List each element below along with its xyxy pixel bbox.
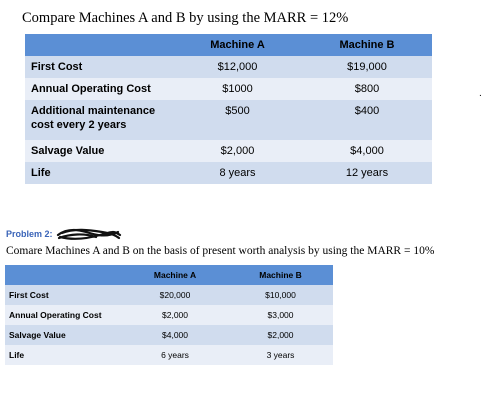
redaction-scribble	[56, 226, 122, 242]
machine-a-value: 8 years	[173, 162, 302, 184]
machine-a-value: $4,000	[122, 325, 228, 345]
table-row	[5, 325, 333, 345]
machine-a-value: $500	[173, 100, 302, 140]
header-empty-cell	[25, 34, 173, 56]
table-row	[25, 140, 432, 162]
machine-b-value: 3 years	[228, 345, 333, 365]
table-header-row	[5, 265, 333, 285]
table-row	[5, 305, 333, 325]
machine-b-value: $10,000	[228, 285, 333, 305]
problem-2-label: Problem 2:	[6, 229, 53, 239]
stray-dot: .	[479, 88, 482, 99]
header-machine-b: Machine B	[302, 34, 432, 56]
header-machine-a: Machine A	[122, 265, 228, 285]
row-label: Additional maintenance cost every 2 years	[25, 100, 173, 140]
row-label: Life	[25, 162, 173, 184]
row-label: Life	[5, 345, 122, 365]
machine-a-value: 6 years	[122, 345, 228, 365]
row-label: Salvage Value	[25, 140, 173, 162]
row-label: First Cost	[25, 56, 173, 78]
machine-a-value: $20,000	[122, 285, 228, 305]
machine-b-value: $400	[302, 100, 432, 140]
table-row	[5, 285, 333, 305]
machine-b-value: $2,000	[228, 325, 333, 345]
machine-b-value: 12 years	[302, 162, 432, 184]
table-row	[5, 345, 333, 365]
row-label: Annual Operating Cost	[5, 305, 122, 325]
machine-b-value: $4,000	[302, 140, 432, 162]
header-empty-cell	[5, 265, 122, 285]
problem-2-table	[5, 265, 333, 365]
table-row	[25, 100, 432, 140]
problem-2-text: Comare Machines A and B on the basis of present worth analysis by using the MARR = 10%	[6, 245, 435, 257]
problem-1-heading: Compare Machines A and B by using the MARR = 12%	[22, 10, 349, 26]
machine-a-value: $1000	[173, 78, 302, 100]
table-row	[25, 78, 432, 100]
machine-b-value: $19,000	[302, 56, 432, 78]
problem-1-table	[25, 34, 432, 184]
machine-a-value: $12,000	[173, 56, 302, 78]
machine-a-value: $2,000	[173, 140, 302, 162]
machine-a-value: $2,000	[122, 305, 228, 325]
machine-b-value: $800	[302, 78, 432, 100]
header-machine-a: Machine A	[173, 34, 302, 56]
table-header-row	[25, 34, 432, 56]
table-row	[25, 162, 432, 184]
table-row	[25, 56, 432, 78]
machine-b-value: $3,000	[228, 305, 333, 325]
row-label: Salvage Value	[5, 325, 122, 345]
header-machine-b: Machine B	[228, 265, 333, 285]
row-label: First Cost	[5, 285, 122, 305]
row-label: Annual Operating Cost	[25, 78, 173, 100]
